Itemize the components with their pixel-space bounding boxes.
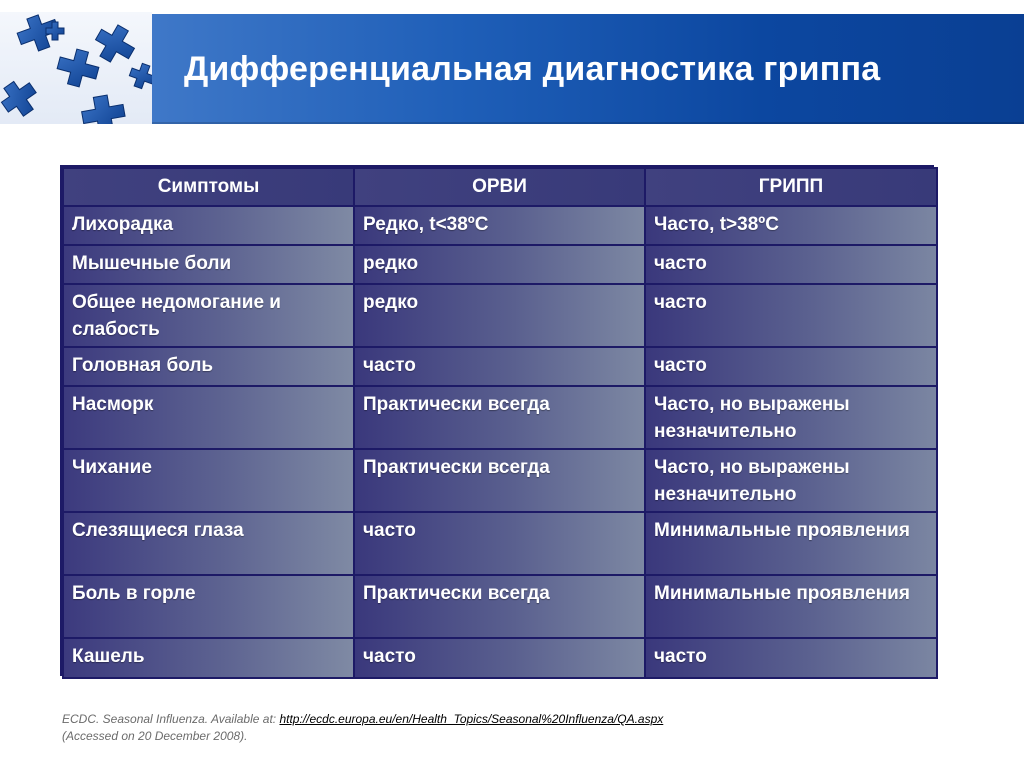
header-flu: ГРИПП — [645, 168, 937, 206]
symptom-cell: Чихание — [63, 449, 354, 512]
header-symptoms: Симптомы — [63, 168, 354, 206]
table-row — [63, 449, 937, 512]
source-link[interactable]: http://ecdc.europa.eu/en/Health_Topics/Seasonal%20Influenza/QA.aspx — [279, 712, 664, 726]
orvi-cell: Практически всегда — [354, 575, 645, 638]
slide-title: Дифференциальная диагностика гриппа — [184, 50, 881, 88]
symptom-cell: Лихорадка — [63, 206, 354, 245]
flu-cell: Часто, но выражены незначительно — [645, 386, 937, 449]
orvi-cell: Практически всегда — [354, 449, 645, 512]
table-row — [63, 575, 937, 638]
orvi-cell: часто — [354, 347, 645, 386]
title-bar — [152, 14, 1024, 124]
flu-cell: Часто, но выражены незначительно — [645, 449, 937, 512]
diagnosis-table — [60, 165, 934, 676]
orvi-cell: Редко, t<38ºC — [354, 206, 645, 245]
table-row — [63, 347, 937, 386]
orvi-cell: часто — [354, 638, 645, 678]
flu-cell: часто — [645, 347, 937, 386]
flu-cell: часто — [645, 284, 937, 347]
orvi-cell: Практически всегда — [354, 386, 645, 449]
symptom-cell: Кашель — [63, 638, 354, 678]
orvi-cell: часто — [354, 512, 645, 575]
table-row — [63, 386, 937, 449]
flu-cell: часто — [645, 638, 937, 678]
table-row — [63, 206, 937, 245]
symptom-cell: Головная боль — [63, 347, 354, 386]
flu-cell: Минимальные проявления — [645, 575, 937, 638]
flu-cell: Часто, t>38ºC — [645, 206, 937, 245]
flu-cell: Минимальные проявления — [645, 512, 937, 575]
table-header-row — [63, 168, 937, 206]
table-row — [63, 284, 937, 347]
flu-cell: часто — [645, 245, 937, 284]
symptom-cell: Общее недомогание и слабость — [63, 284, 354, 347]
citation-text: ECDC. Seasonal Influenza. Available at: — [62, 712, 280, 726]
table-row — [63, 245, 937, 284]
symptom-cell: Мышечные боли — [63, 245, 354, 284]
source-citation — [62, 711, 663, 745]
header-orvi: ОРВИ — [354, 168, 645, 206]
orvi-cell: редко — [354, 284, 645, 347]
symptom-cell: Насморк — [63, 386, 354, 449]
blue-puzzle-crosses-icon — [0, 12, 152, 124]
accessed-date: (Accessed on 20 December 2008). — [62, 729, 248, 743]
logo — [0, 12, 152, 124]
symptom-cell: Слезящиеся глаза — [63, 512, 354, 575]
table-row — [63, 512, 937, 575]
table — [62, 167, 938, 679]
table-row — [63, 638, 937, 678]
orvi-cell: редко — [354, 245, 645, 284]
symptom-cell: Боль в горле — [63, 575, 354, 638]
